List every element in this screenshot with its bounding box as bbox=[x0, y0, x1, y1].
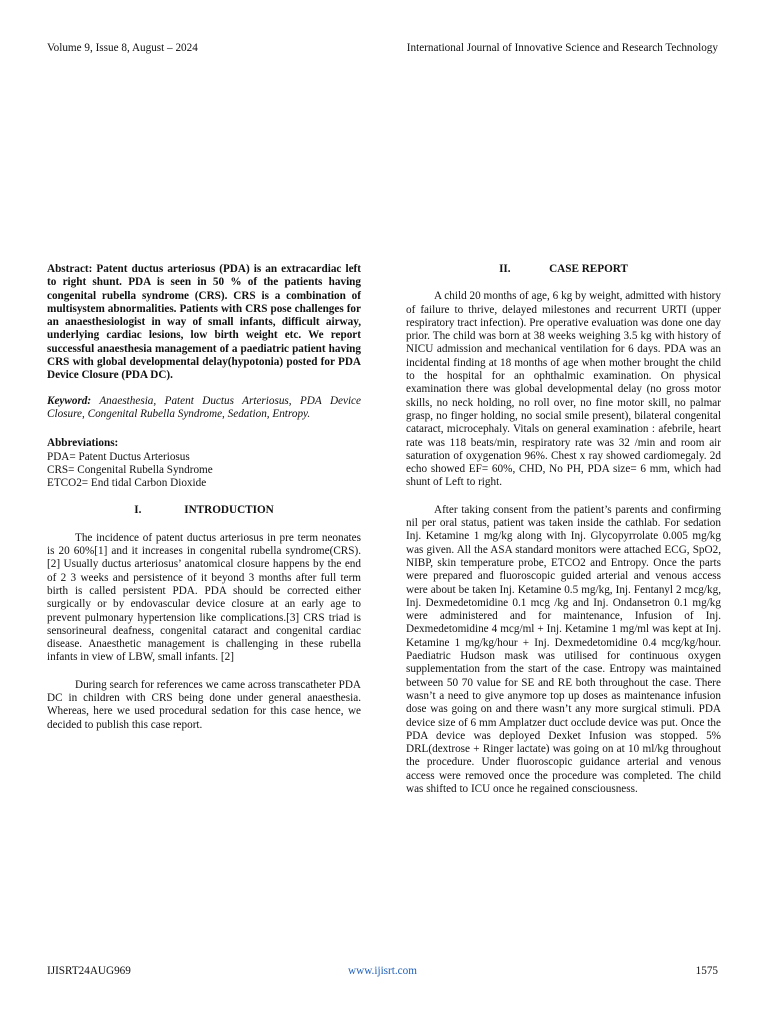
left-column bbox=[47, 263, 361, 732]
abbreviation-item: CRS= Congenital Rubella Syndrome bbox=[47, 463, 213, 476]
keyword-text: Anaesthesia, Patent Ductus Arteriosus, PDA Device Closure, Congenital Rubella Syndrome, Sedation, Entropy. bbox=[47, 394, 361, 420]
section-title: CASE REPORT bbox=[549, 263, 628, 275]
section-heading-introduction bbox=[47, 504, 361, 517]
keywords bbox=[47, 395, 361, 422]
abstract: Abstract: Patent ductus arteriosus (PDA) is an extracardiac left to right shunt. PDA is seen in 50 % of the patients having congenital rubella syndrome (CRS). CRS is a combination of multisystem abnormalities. Patients with CRS pose challenges for an anaesthesiologist in way of small infants, difficult airway, underlying cardiac lesions, low birth weight etc. We report successful anaesthesia management of a paediatric patient having CRS with global developmental delay(hypotonia) posted for PDA Device Closure (PDA DC). bbox=[47, 263, 361, 382]
section-number: I. bbox=[134, 504, 142, 517]
abbreviation-item: PDA= Patent Ductus Arteriosus bbox=[47, 450, 190, 463]
intro-paragraph-2: During search for references we came across transcatheter PDA DC in children with CRS being done under general anaesthesia. Whereas, here we used procedural sedation for this case hence, we decided to publish this case report. bbox=[47, 678, 361, 731]
right-column bbox=[406, 263, 721, 796]
journal-name: International Journal of Innovative Science and Research Technology bbox=[406, 42, 718, 54]
section-heading-case-report bbox=[406, 263, 721, 276]
abbreviation-item: ETCO2= End tidal Carbon Dioxide bbox=[47, 477, 207, 490]
page-header bbox=[47, 42, 718, 58]
case-paragraph-1: A child 20 months of age, 6 kg by weight, admitted with history of failure to thrive, delayed milestones and recurrent URTI (upper respiratory tract infection). Pre operative evaluation was done one day prior. The child was born at 38 weeks weighing 3.5 kg with history of NICU admission and mechanical ventilation for 6 days. PDA was an incidental finding at 18 months of age when mother brought the child to the hospital for an ophthalmic examination. On physical examination there was global developmental delay (no gross motor skills, no neck holding, no roll over, no fine motor skill, no palmar grasp, no finger holding, no social smile present), bilateral congenital cataract, microcephaly. Vitals on general examination : afebrile, heart rate was 118 beats/min, respiratory rate was 32 /min and room air saturation of oxygenation 96%. Chest x ray showed cardiomegaly. 2d echo showed EF= 60%, CHD, No PH, PDA size= 6 mm, which had shunt of Left to right. bbox=[406, 290, 721, 489]
page-footer bbox=[47, 965, 718, 981]
volume-issue: Volume 9, Issue 8, August – 2024 bbox=[47, 42, 198, 54]
case-paragraph-2: After taking consent from the patient’s parents and confirming nil per oral status, patient was taken inside the cathlab. For sedation Inj. Ketamine 1 mg/kg along with Inj. Glycopyrrolate 0.005 mg/kg was given. All the ASA standard monitors were attached ECG, SpO2, NIBP, skin temperature probe, ETCO2 and Entropy. Once the parts were prepared and fluoroscopic guided arterial and venous access were about be taken Inj. Ketamine 0.5 mg/kg, Inj. Fentanyl 2 mcg/kg, Inj. Dexmedetomidine 0.1 mcg /kg and Inj. Ondansetron 0.1 mg/kg were administered and for maintenance, Infusion of Inj. Dexmedetomidine 4 mcg/ml + Inj. Ketamine 1 mg/ml was kept at Inj. Ketamine 1 mg/kg/hour + Inj. Dexmedetomidine 0.4 mcg/kg/hour. Paediatric Hudson mask was utilised for continuous oxygen supplementation from the start of the case. Entropy was maintained between 50 70 value for SE and RE both throughout the case. There wasn’t a need to give anymore top up doses as maintenance infusion dose was going on and there wasn’t any more surgical stimuli. PDA device size of 6 mm Amplatzer duct occlude device was put. Once the PDA device was deployed Dexket Infusion was stopped. 5% DRL(dextrose + Ringer lactate) was going on at 10 ml/kg throughout the procedure. Under fluoroscopic guidance arterial and venous access were removed once the procedure was completed. The child was shifted to ICU once he regained consciousness. bbox=[406, 503, 721, 795]
article-code: IJISRT24AUG969 bbox=[47, 965, 131, 977]
intro-paragraph-1: The incidence of patent ductus arteriosus in pre term neonates is 20 60%[1] and it increases in congenital rubella syndrome(CRS).[2] Usually ductus arteriosus’ anatomical closure happens by the end of 2 3 weeks and persistence of it beyond 3 months after full term birth is called persistent PDA. PDA should be corrected either surgically or by endovascular device closure at an early age to prevent pulmonary hypertension like complications.[3] CRS triad is sensorineural deafness, congenital cataract and congenital cardiac disease. Anaesthetic management is challenging in these rubella infants in view of LBW, small infants. [2] bbox=[47, 531, 361, 664]
section-title: INTRODUCTION bbox=[184, 504, 274, 517]
abbreviations-title: Abbreviations: bbox=[47, 437, 119, 450]
journal-website-link[interactable]: www.ijisrt.com bbox=[348, 965, 417, 977]
keyword-label: Keyword: bbox=[47, 394, 92, 407]
section-number: II. bbox=[499, 263, 511, 275]
page-number: 1575 bbox=[695, 965, 718, 977]
